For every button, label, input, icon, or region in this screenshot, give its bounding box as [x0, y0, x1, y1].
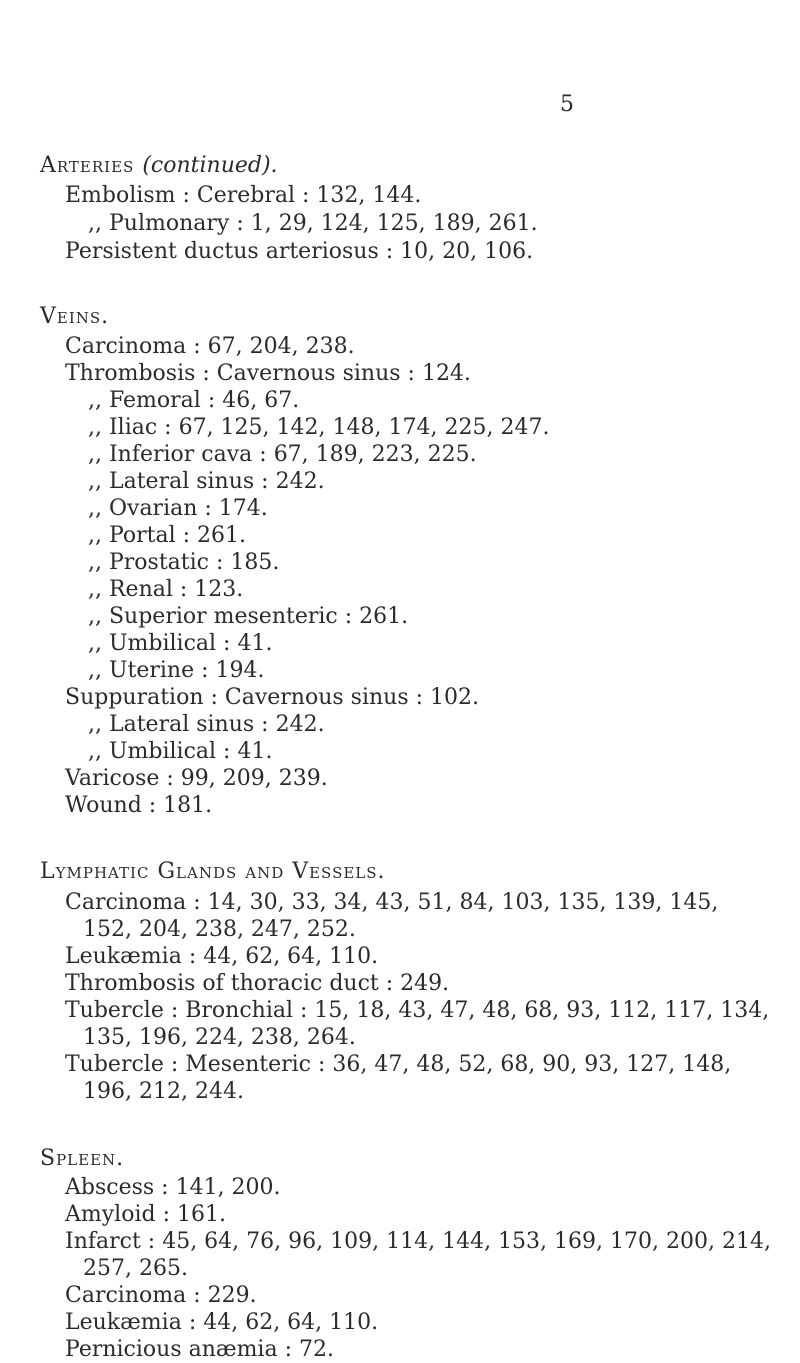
index-entry: Thrombosis of thoracic duct : 249.: [65, 971, 450, 996]
index-entry: Pernicious anæmia : 72.: [65, 1337, 334, 1362]
index-entry: Wound : 181.: [65, 793, 213, 818]
section-heading-spleen: Spleen.: [40, 1146, 125, 1171]
index-entry-continuation: 152, 204, 238, 247, 252.: [83, 917, 356, 942]
page-number: 5: [560, 92, 574, 117]
index-entry: ,, Lateral sinus : 242.: [88, 712, 325, 737]
index-entry: ,, Uterine : 194.: [88, 658, 265, 683]
section-heading-lymphatic: Lymphatic Glands and Vessels.: [40, 859, 386, 884]
index-entry: ,, Femoral : 46, 67.: [88, 388, 300, 413]
index-entry: ,, Superior mesenteric : 261.: [88, 604, 409, 629]
index-entry: Leukæmia : 44, 62, 64, 110.: [65, 1310, 379, 1335]
index-entry: Carcinoma : 67, 204, 238.: [65, 334, 355, 359]
index-entry: Carcinoma : 229.: [65, 1283, 257, 1308]
index-entry: Persistent ductus arteriosus : 10, 20, 106.: [65, 239, 534, 264]
index-entry: Infarct : 45, 64, 76, 96, 109, 114, 144, 153, 169, 170, 200, 214,: [65, 1229, 771, 1254]
index-entry: Amyloid : 161.: [65, 1202, 226, 1227]
section-heading-arteries: [40, 153, 278, 179]
index-entry-continuation: 196, 212, 244.: [83, 1079, 244, 1104]
index-entry: Varicose : 99, 209, 239.: [65, 766, 328, 791]
index-entry: ,, Ovarian : 174.: [88, 496, 268, 521]
index-entry: Embolism : Cerebral : 132, 144.: [65, 183, 422, 208]
index-entry: Tubercle : Bronchial : 15, 18, 43, 47, 48, 68, 93, 112, 117, 134,: [65, 998, 770, 1023]
index-entry: ,, Renal : 123.: [88, 577, 244, 602]
index-entry: ,, Umbilical : 41.: [88, 631, 273, 656]
section-heading-veins: Veins.: [40, 304, 110, 329]
index-entry: ,, Inferior cava : 67, 189, 223, 225.: [88, 442, 477, 467]
index-entry: ,, Lateral sinus : 242.: [88, 469, 325, 494]
continued-note: (continued).: [142, 153, 278, 178]
index-entry-continuation: 257, 265.: [83, 1256, 188, 1281]
index-entry: Tubercle : Mesenteric : 36, 47, 48, 52, 68, 90, 93, 127, 148,: [65, 1052, 732, 1077]
index-entry-continuation: 135, 196, 224, 238, 264.: [83, 1025, 356, 1050]
index-entry: Carcinoma : 14, 30, 33, 34, 43, 51, 84, 103, 135, 139, 145,: [65, 890, 719, 915]
index-entry: ,, Pulmonary : 1, 29, 124, 125, 189, 261.: [88, 211, 538, 236]
index-entry: ,, Iliac : 67, 125, 142, 148, 174, 225, 247.: [88, 415, 550, 440]
index-entry: ,, Prostatic : 185.: [88, 550, 280, 575]
index-entry: Abscess : 141, 200.: [65, 1175, 281, 1200]
index-entry: Suppuration : Cavernous sinus : 102.: [65, 685, 480, 710]
index-entry: Thrombosis : Cavernous sinus : 124.: [65, 361, 471, 386]
index-entry: ,, Portal : 261.: [88, 523, 247, 548]
arteries-heading-text: Arteries: [40, 153, 135, 178]
index-entry: ,, Umbilical : 41.: [88, 739, 273, 764]
index-entry: Leukæmia : 44, 62, 64, 110.: [65, 944, 379, 969]
